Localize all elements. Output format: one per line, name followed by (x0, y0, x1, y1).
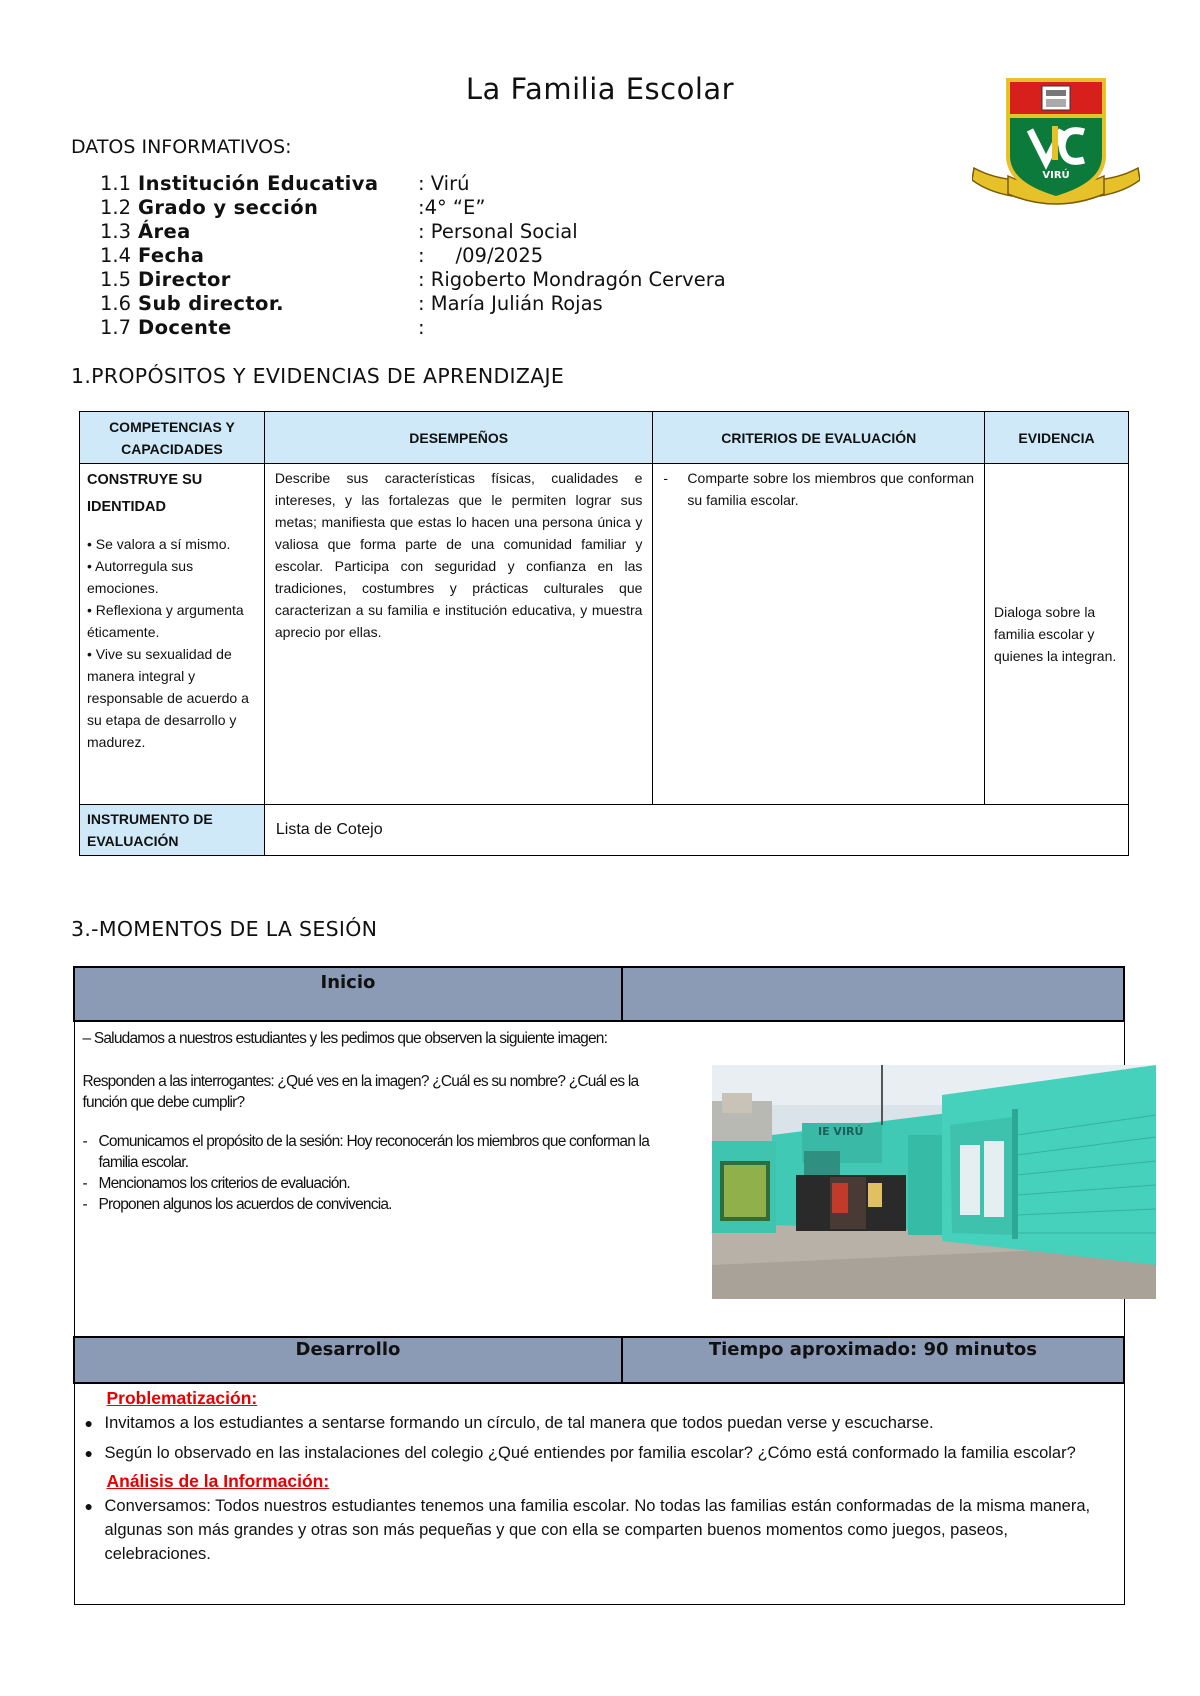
info-label: Área (138, 220, 191, 243)
info-num: 1.4 (100, 244, 132, 267)
capacidad-item: • Reflexiona y argumenta éticamente. (87, 602, 244, 640)
header-desempenos: DESEMPEÑOS (264, 412, 653, 464)
info-num: 1.3 (100, 220, 132, 243)
info-row (100, 196, 486, 220)
info-value: :4° “E” (418, 196, 486, 219)
info-value: : /09/2025 (418, 244, 544, 267)
instrumento-label: INSTRUMENTO DE EVALUACIÓN (80, 805, 265, 856)
school-photo (712, 1065, 1156, 1299)
evidencia-text: Dialoga sobre la familia escolar y quienes la integran. (985, 464, 1129, 805)
info-num: 1.1 (100, 172, 132, 195)
info-label: Institución Educativa (138, 172, 379, 195)
inicio-header-empty (622, 967, 1124, 1021)
datos-heading: DATOS INFORMATIVOS: (71, 136, 292, 158)
analisis-title: Análisis de la Información: (106, 1471, 330, 1491)
info-row (100, 292, 603, 316)
capacidad-item: • Vive su sexualidad de manera integral y responsable de acuerdo a su etapa de desarrollo y madurez. (87, 646, 249, 750)
info-value: : Personal Social (418, 220, 578, 243)
criterio-text: Comparte sobre los miembros que conforman su familia escolar. (687, 470, 975, 508)
inicio-item-text: Proponen algunos los acuerdos de convivencia. (98, 1196, 392, 1213)
info-num: 1.2 (100, 196, 132, 219)
info-value: : Rigoberto Mondragón Cervera (418, 268, 726, 291)
info-num: 1.6 (100, 292, 132, 315)
purposes-table (79, 411, 1129, 856)
info-label: Grado y sección (138, 196, 319, 219)
desarrollo-time: Tiempo aproximado: 90 minutos (622, 1337, 1124, 1383)
competencia-name: CONSTRUYE SU IDENTIDAD (87, 472, 203, 515)
inicio-intro: – Saludamos a nuestros estudiantes y les pedimos que observen la siguiente imagen: (82, 1030, 608, 1047)
problematizacion-item: ● Según lo observado en las instalaciones del colegio ¿Qué entiendes por familia escolar? ¿Cómo está conformado la familia escolar? (85, 1441, 1114, 1465)
info-row (100, 268, 726, 292)
school-logo (972, 76, 1140, 212)
header-competencias: COMPETENCIAS Y CAPACIDADES (80, 412, 265, 464)
capacidad-item: • Se valora a sí mismo. (87, 536, 231, 552)
criterio-dash: - (663, 470, 669, 486)
info-value: : María Julián Rojas (418, 292, 603, 315)
page-title: La Familia Escolar (465, 72, 735, 106)
problematizacion-title: Problematización: (106, 1388, 258, 1408)
info-label: Sub director. (138, 292, 284, 315)
inicio-item-text: Mencionamos los criterios de evaluación. (98, 1175, 350, 1192)
analisis-item-text: Conversamos: Todos nuestros estudiantes tenemos una familia escolar. No todas las familias están conformadas de la misma manera, algunas son más grandes y otras son más pequeñas y que con ella se comparten buenos momentos como juegos, paseos, celebraciones. (104, 1497, 1091, 1563)
photo-sign: IE VIRÚ (818, 1125, 864, 1138)
section-heading-3: 3.-MOMENTOS DE LA SESIÓN (71, 917, 378, 941)
inicio-item: - Comunicamos el propósito de la sesión: Hoy reconocerán los miembros que conforman la familia escolar. (83, 1131, 683, 1173)
info-value: : (418, 316, 425, 339)
inicio-item: - Mencionamos los criterios de evaluación. (82, 1175, 350, 1192)
logo-text: VIRÚ (1042, 170, 1070, 181)
info-value: : Virú (418, 172, 470, 195)
info-row (100, 172, 470, 196)
info-label: Fecha (138, 244, 205, 267)
header-evidencia: EVIDENCIA (985, 412, 1129, 464)
info-row (100, 244, 544, 268)
desarrollo-header: Desarrollo (74, 1337, 622, 1383)
info-row (100, 220, 578, 244)
instrumento-value: Lista de Cotejo (264, 805, 1128, 856)
info-num: 1.7 (100, 316, 132, 339)
info-row (100, 316, 425, 340)
analisis-item: ● Conversamos: Todos nuestros estudiantes tenemos una familia escolar. No todas las familias están conformadas de la misma manera, algunas son más grandes y otras son más pequeñas y que con ella se comparten buenos momentos como juegos, paseos, celebraciones. (85, 1494, 1114, 1566)
info-label: Director (138, 268, 231, 291)
inicio-item-text: Comunicamos el propósito de la sesión: Hoy reconocerán los miembros que conforman la familia escolar. (98, 1133, 650, 1171)
inicio-item: - Proponen algunos los acuerdos de convivencia. (82, 1196, 392, 1213)
header-criterios: CRITERIOS DE EVALUACIÓN (653, 412, 985, 464)
problematizacion-item-text: Según lo observado en las instalaciones del colegio ¿Qué entiendes por familia escolar? ¿Cómo está conformado la familia escolar? (104, 1444, 1076, 1462)
desempeno-text: Describe sus características físicas, cualidades e intereses, y las fortalezas que le permiten lograr sus metas; manifiesta que estas lo hacen una persona única y valiosa que forma parte de una comunidad familiar y escolar. Participa con seguridad y confianza en las tradiciones, costumbres y prácticas culturales que caracterizan a su familia e institución educativa, y muestra aprecio por ellas. (264, 464, 653, 805)
info-num: 1.5 (100, 268, 132, 291)
problematizacion-item: ● Invitamos a los estudiantes a sentarse formando un círculo, de tal manera que todos puedan verse y escucharse. (85, 1411, 1114, 1435)
inicio-header: Inicio (74, 967, 622, 1021)
section-heading-1: 1.PROPÓSITOS Y EVIDENCIAS DE APRENDIZAJE (71, 364, 565, 388)
inicio-questions: Responden a las interrogantes: ¿Qué ves en la imagen? ¿Cuál es su nombre? ¿Cuál es la función que debe cumplir? (82, 1073, 639, 1111)
capacidad-item: • Autorregula sus emociones. (87, 558, 194, 596)
info-label: Docente (138, 316, 232, 339)
problematizacion-item-text: Invitamos a los estudiantes a sentarse formando un círculo, de tal manera que todos puedan verse y escucharse. (104, 1414, 934, 1432)
